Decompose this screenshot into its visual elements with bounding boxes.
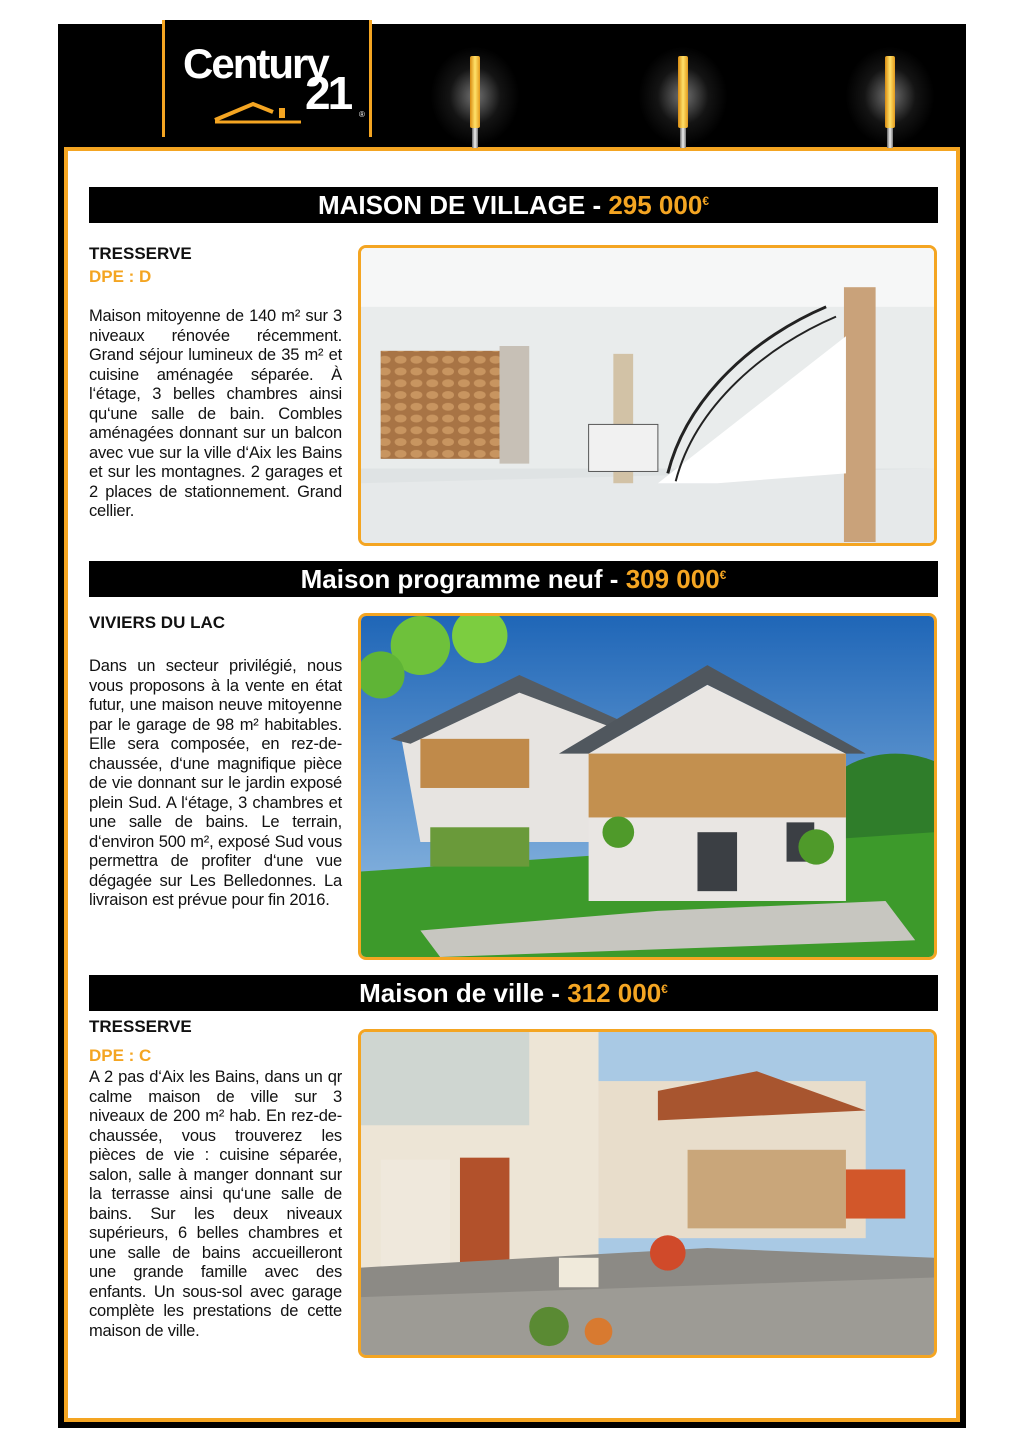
century21-logo [162, 20, 372, 137]
interior-staircase-photo [358, 245, 937, 546]
lamp-icon [885, 56, 895, 146]
logo-wordmark: Century [183, 40, 328, 87]
footer-legal: Chaque Agence est Juridiquement et Financièrement Indépendante [362, 1396, 662, 1407]
listing-price: 295 000€ [608, 190, 709, 220]
new-house-rendering-photo [358, 613, 937, 960]
listing-location: TRESSERVE [89, 244, 192, 263]
page-number: 13 [918, 1384, 933, 1399]
listing-description: Maison mitoyenne de 140 m² sur 3 niveaux rénovée récemment. Grand séjour lumineux de 35 m² et cuisine aménagée séparée. À l‘étage, 3 belles chambres ainsi qu‘une salle de bain. Combles aménagées donnant sur un balcon avec vue sur la ville d‘Aix les Bains et sur les montagnes. 2 garages et 2 places de stationnement. Grand cellier. [89, 307, 342, 520]
house-roof-icon [213, 94, 303, 124]
registered-mark: ® [359, 110, 365, 119]
listing-description: A 2 pas d‘Aix les Bains, dans un qr calme maison de ville sur 3 niveaux de 200 m² hab. En rez-de-chaussée, vous trouverez les pièces de vie : cuisine séparée, salon, salle à manger donnant sur la terrasse ainsi qu‘une salle de bains. Sur les deux niveaux supérieurs, 6 belles chambres et une salle de bains accueilleront une grande famille avec des enfants. Un sous-sol avec garage complète les prestations de cette maison de ville. [89, 1068, 342, 1340]
listing-title: Maison programme neuf - [300, 564, 626, 594]
listing-price: 312 000€ [567, 978, 668, 1008]
listing-title-bar [89, 187, 938, 223]
logo-number: 21 [305, 67, 351, 119]
lamp-icon [678, 56, 688, 146]
listing-dpe: DPE : D [89, 267, 152, 286]
listing-price: 309 000€ [625, 564, 727, 594]
town-house-terrace-photo [358, 1029, 937, 1358]
listing-title: MAISON DE VILLAGE - [317, 190, 609, 220]
listing-title-bar [89, 975, 938, 1011]
footer-slogan: Qui s’y connaît aussi bien ? [408, 1374, 616, 1393]
listing-title: Maison de ville - [359, 978, 568, 1008]
listing-title-bar [89, 561, 938, 597]
listing-description: Dans un secteur privilégié, nous vous proposons à la vente en état futur, une maison neuve mitoyenne par le garage de 98 m² habitables. Elle sera composée, en rez-de-chaussée, d‘une magnifique pièce de vie donnant sur le jardin exposé plein Sud. A l‘étage, 3 chambres et une salle de bains. Le terrain, d‘environ 500 m², exposé Sud vous permettra de profiter d‘une vue dégagée sur Les Belledonnes. La livraison est prévue pour fin 2016. [89, 657, 342, 909]
listing-location: VIVIERS DU LAC [89, 613, 226, 632]
listing-dpe: DPE : C [89, 1046, 152, 1065]
lamp-icon [470, 56, 480, 146]
listing-location: TRESSERVE [89, 1017, 192, 1036]
